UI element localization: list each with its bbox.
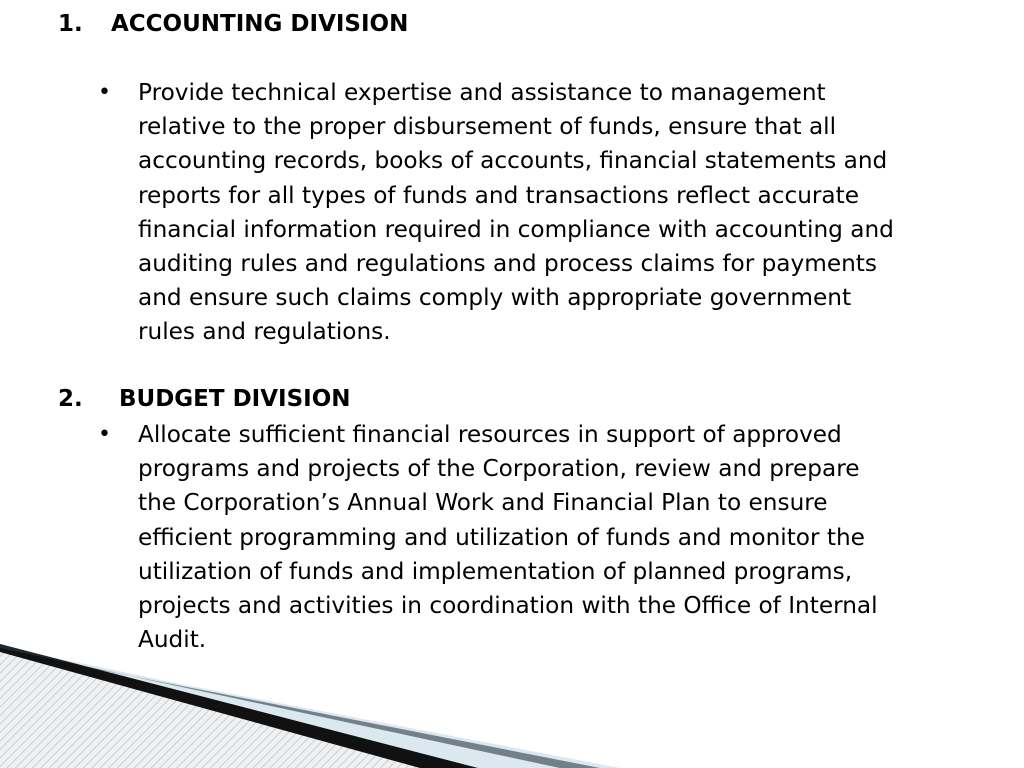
bullet-text: Provide technical expertise and assistance to management relative to the proper disbursement of funds, ensure that all accounting records, books of accounts, financial statements and reports for all types of funds and transactions reflect accurate financial information required in compliance with accounting and auditing rules and regulations and process claims for payments and ensure such claims comply with appropriate government rules and regulations. [138, 79, 894, 346]
section-title: ACCOUNTING DIVISION [111, 11, 409, 37]
section-title: BUDGET DIVISION [119, 386, 351, 412]
section-number: 2. [58, 386, 83, 412]
bullet-item-budget [98, 418, 1018, 657]
bullet-item-accounting [98, 76, 1018, 350]
section-number: 1. [58, 11, 83, 37]
bullet-icon: • [98, 422, 111, 447]
decorative-wedge-graphic [0, 630, 1024, 768]
bullet-text: Allocate sufficient financial resources in support of approved programs and projects of the Corporation, review and prepare the Corporation’s Annual Work and Financial Plan to ensure efficient programming and utilization of funds and monitor the utilization of funds and implementation of planned programs, projects and activities in coordination with the Office of Internal Audit. [138, 421, 878, 654]
section-heading-accounting [58, 9, 408, 39]
section-heading-budget [58, 384, 351, 414]
bullet-icon: • [98, 80, 111, 105]
